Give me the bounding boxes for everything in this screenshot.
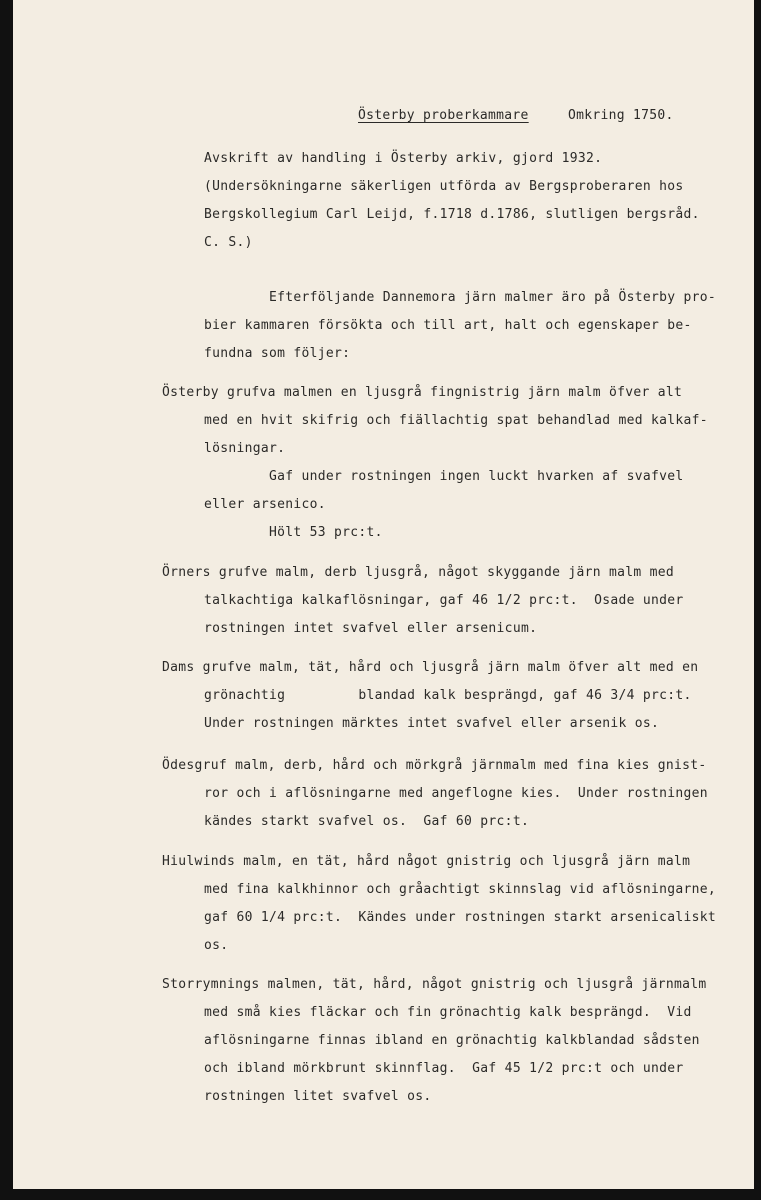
section-line: rostningen intet svafvel eller arsenicum. (204, 621, 538, 636)
section-line: med en hvit skifrig och fiällachtig spat behandlad med kalkaf- (204, 413, 708, 428)
intro-line: (Undersökningarne säkerligen utförda av Bergsproberaren hos (204, 179, 684, 194)
document-page (13, 0, 754, 1189)
section-line: os. (204, 938, 229, 953)
preamble-line: bier kammaren försökta och till art, halt och egenskaper be- (204, 318, 692, 333)
section-line: eller arsenico. (204, 497, 326, 512)
intro-line: Bergskollegium Carl Leijd, f.1718 d.1786, slutligen bergsråd. (204, 207, 700, 222)
section-line: med fina kalkhinnor och gråachtigt skinnslag vid aflösningarne, (204, 882, 716, 897)
section-line: kändes starkt svafvel os. Gaf 60 prc:t. (204, 814, 530, 829)
header-place: Österby proberkammare (358, 108, 529, 123)
section-line: Under rostningen märktes intet svafvel eller arsenik os. (204, 716, 660, 731)
section-line: gaf 60 1/4 prc:t. Kändes under rostningen starkt arsenicaliskt (204, 910, 716, 925)
section-line: Dams grufve malm, tät, hård och ljusgrå järn malm öfver alt med en (162, 660, 699, 675)
section-line: Hiulwinds malm, en tät, hård något gnistrig och ljusgrå järn malm (162, 854, 691, 869)
section-line: Hölt 53 prc:t. (269, 525, 383, 540)
section-line: rostningen litet svafvel os. (204, 1089, 432, 1104)
section-line: Gaf under rostningen ingen luckt hvarken af svafvel (269, 469, 684, 484)
header-date: Omkring 1750. (568, 108, 674, 123)
scan-border-left (0, 0, 13, 1200)
section-line: grönachtig blandad kalk besprängd, gaf 46 3/4 prc:t. (204, 688, 692, 703)
section-line: och ibland mörkbrunt skinnflag. Gaf 45 1/2 prc:t och under (204, 1061, 684, 1076)
section-line: med små kies fläckar och fin grönachtig kalk besprängd. Vid (204, 1005, 692, 1020)
section-line: Ödesgruf malm, derb, hård och mörkgrå järnmalm med fina kies gnist- (162, 758, 707, 773)
scan-border-right (754, 0, 761, 1200)
intro-line: Avskrift av handling i Österby arkiv, gjord 1932. (204, 151, 603, 166)
preamble-line: Efterföljande Dannemora järn malmer äro på Österby pro- (269, 290, 716, 305)
section-line: Örners grufve malm, derb ljusgrå, något skyggande järn malm med (162, 565, 674, 580)
section-line: Storrymnings malmen, tät, hård, något gnistrig och ljusgrå järnmalm (162, 977, 707, 992)
section-line: Österby grufva malmen en ljusgrå fingnistrig järn malm öfver alt (162, 385, 683, 400)
section-line: aflösningarne finnas ibland en grönachtig kalkblandad sådsten (204, 1033, 700, 1048)
scan-border-bottom (0, 1189, 761, 1200)
preamble-line: fundna som följer: (204, 346, 351, 361)
section-line: ror och i aflösningarne med angeflogne kies. Under rostningen (204, 786, 708, 801)
section-line: talkachtiga kalkaflösningar, gaf 46 1/2 prc:t. Osade under (204, 593, 684, 608)
intro-line: C. S.) (204, 235, 253, 250)
section-line: lösningar. (204, 441, 286, 456)
